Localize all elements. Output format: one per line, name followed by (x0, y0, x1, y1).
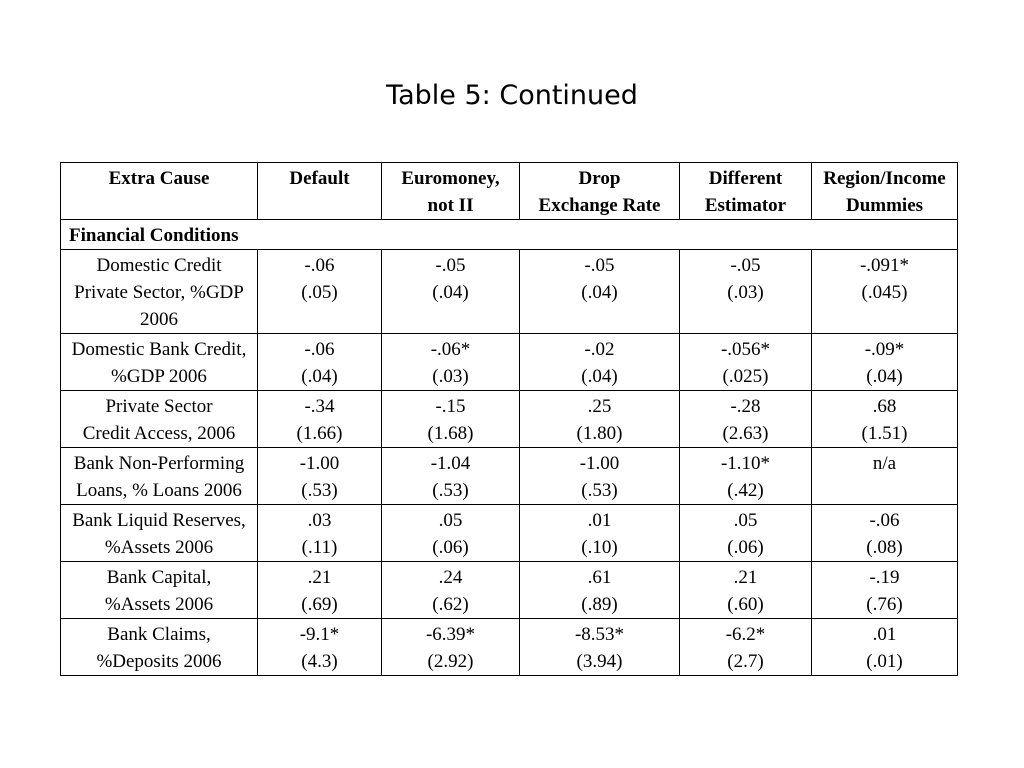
standard-error-value: (2.63) (722, 423, 769, 444)
column-header-line: Estimator (704, 195, 787, 216)
coefficient-value: -1.00 (579, 453, 620, 474)
standard-error-value: (.69) (301, 594, 338, 615)
section-row (61, 220, 958, 250)
coefficient-value: -.34 (304, 396, 335, 417)
row-label-line: Private Sector, %GDP (74, 282, 244, 303)
row-label-line: %Deposits 2006 (96, 651, 222, 672)
coefficient-value: .21 (307, 567, 332, 588)
table-cell (812, 562, 958, 619)
standard-error-value: (1.80) (576, 423, 623, 444)
table-cell (812, 505, 958, 562)
coefficient-value: .68 (872, 396, 897, 417)
row-label-line: %Assets 2006 (104, 537, 214, 558)
table-cell (520, 448, 680, 505)
table-row (61, 250, 958, 334)
standard-error-value: (.025) (722, 366, 769, 387)
table-cell (258, 505, 382, 562)
standard-error-value: (2.92) (427, 651, 474, 672)
table-cell (258, 562, 382, 619)
column-header-line: Drop (578, 168, 621, 189)
coefficient-value: .25 (587, 396, 612, 417)
standard-error-value: (.04) (581, 366, 618, 387)
coefficient-value: -1.04 (430, 453, 471, 474)
table-cell (520, 562, 680, 619)
coefficient-value: .61 (587, 567, 612, 588)
table-cell (258, 250, 382, 334)
column-header (61, 163, 258, 220)
table-cell (680, 391, 812, 448)
table-cell (680, 334, 812, 391)
coefficient-value: -.091* (859, 255, 910, 276)
results-table (60, 162, 958, 676)
coefficient-value: -.06 (869, 510, 900, 531)
standard-error-value: (.04) (866, 366, 903, 387)
standard-error-value: (1.51) (861, 423, 908, 444)
table-cell (520, 619, 680, 676)
coefficient-value: -8.53* (574, 624, 625, 645)
standard-error-value: (.03) (727, 282, 764, 303)
standard-error-value: (.53) (432, 480, 469, 501)
column-header-line: not II (427, 195, 474, 216)
coefficient-value: -.05 (730, 255, 761, 276)
table-cell (258, 619, 382, 676)
row-label-line: Loans, % Loans 2006 (76, 480, 242, 501)
row-label (61, 391, 258, 448)
table-cell (812, 619, 958, 676)
standard-error-value: (.89) (581, 594, 618, 615)
coefficient-value: -9.1* (299, 624, 340, 645)
standard-error-value: (4.3) (301, 651, 338, 672)
table-cell (812, 391, 958, 448)
standard-error-value: (.045) (861, 282, 908, 303)
table-row (61, 391, 958, 448)
coefficient-value: -.05 (435, 255, 466, 276)
column-header-line: Default (289, 168, 350, 189)
standard-error-value: (.53) (301, 480, 338, 501)
row-label-line: Bank Capital, (106, 567, 212, 588)
coefficient-value: -.15 (435, 396, 466, 417)
coefficient-value: -.09* (864, 339, 905, 360)
coefficient-value: .03 (307, 510, 332, 531)
column-header-line: Extra Cause (108, 168, 210, 189)
table-cell (382, 562, 520, 619)
header-row (61, 163, 958, 220)
table-cell (680, 619, 812, 676)
coefficient-value: -.02 (584, 339, 615, 360)
row-label (61, 619, 258, 676)
coefficient-value: -.28 (730, 396, 761, 417)
coefficient-value: -.056* (720, 339, 771, 360)
standard-error-value: (.62) (432, 594, 469, 615)
standard-error-value: (.06) (432, 537, 469, 558)
standard-error-value: (.11) (301, 537, 338, 558)
row-label-line: Domestic Credit (96, 255, 222, 276)
table-cell (520, 250, 680, 334)
table-body (61, 220, 958, 676)
coefficient-value: -.19 (869, 567, 900, 588)
row-label-line: Bank Claims, (107, 624, 211, 645)
standard-error-value: (1.68) (427, 423, 474, 444)
slide-title: Table 5: Continued (386, 80, 638, 111)
column-header-line: Different (708, 168, 783, 189)
column-header (812, 163, 958, 220)
standard-error-value: (.04) (301, 366, 338, 387)
table-cell (382, 250, 520, 334)
coefficient-value: -1.10* (720, 453, 771, 474)
standard-error-value: (.08) (866, 537, 903, 558)
coefficient-value: -.06 (304, 255, 335, 276)
row-label-line: Bank Liquid Reserves, (72, 510, 246, 531)
standard-error-value: (.06) (727, 537, 764, 558)
table-cell (382, 619, 520, 676)
coefficient-value: -.06 (304, 339, 335, 360)
row-label (61, 448, 258, 505)
standard-error-value: (1.66) (296, 423, 343, 444)
table-cell (812, 334, 958, 391)
standard-error-value: (.03) (432, 366, 469, 387)
column-header-line: Euromoney, (401, 168, 500, 189)
standard-error-value: (2.7) (727, 651, 764, 672)
coefficient-value: .24 (438, 567, 463, 588)
coefficient-value: -1.00 (299, 453, 340, 474)
table-row (61, 334, 958, 391)
coefficient-value: .21 (733, 567, 758, 588)
table-cell (680, 505, 812, 562)
standard-error-value: (.05) (301, 282, 338, 303)
table-cell (382, 391, 520, 448)
coefficient-value: n/a (872, 453, 897, 474)
standard-error-value: (.01) (866, 651, 903, 672)
standard-error-value: (.42) (727, 480, 764, 501)
coefficient-value: .05 (733, 510, 758, 531)
row-label-line: Credit Access, 2006 (82, 423, 236, 444)
standard-error-value: (.04) (581, 282, 618, 303)
table-cell (520, 505, 680, 562)
row-label-line: %GDP 2006 (111, 366, 207, 387)
table-row (61, 505, 958, 562)
coefficient-value: .01 (872, 624, 897, 645)
standard-error-value: (.60) (727, 594, 764, 615)
row-label-line: %Assets 2006 (104, 594, 214, 615)
table-cell (382, 334, 520, 391)
table-cell (520, 391, 680, 448)
row-label (61, 334, 258, 391)
coefficient-value: -.06* (430, 339, 471, 360)
table-cell (812, 448, 958, 505)
standard-error-value: (.04) (432, 282, 469, 303)
column-header (680, 163, 812, 220)
column-header (258, 163, 382, 220)
table-row (61, 562, 958, 619)
row-label-line: Domestic Bank Credit, (71, 339, 247, 360)
table-row (61, 448, 958, 505)
table-cell (680, 250, 812, 334)
coefficient-value: -6.2* (725, 624, 766, 645)
standard-error-value: (3.94) (576, 651, 623, 672)
standard-error-value: (.53) (581, 480, 618, 501)
row-label (61, 562, 258, 619)
table-cell (382, 505, 520, 562)
standard-error-value: (.10) (581, 537, 618, 558)
row-label (61, 250, 258, 334)
table-cell (258, 391, 382, 448)
coefficient-value: .05 (438, 510, 463, 531)
standard-error-value: (.76) (866, 594, 903, 615)
section-label: Financial Conditions (61, 220, 958, 250)
table-cell (812, 250, 958, 334)
column-header-line: Region/Income (823, 168, 946, 189)
coefficient-value: -6.39* (425, 624, 476, 645)
row-label-line: Bank Non-Performing (73, 453, 245, 474)
column-header (382, 163, 520, 220)
row-label-line: Private Sector (105, 396, 213, 417)
row-label (61, 505, 258, 562)
table-cell (258, 334, 382, 391)
column-header-line: Dummies (845, 195, 924, 216)
table-cell (382, 448, 520, 505)
coefficient-value: .01 (587, 510, 612, 531)
column-header (520, 163, 680, 220)
row-label-line: 2006 (140, 309, 178, 330)
column-header-line: Exchange Rate (538, 195, 661, 216)
table-cell (680, 562, 812, 619)
table-cell (258, 448, 382, 505)
table-cell (520, 334, 680, 391)
coefficient-value: -.05 (584, 255, 615, 276)
table-row (61, 619, 958, 676)
table-cell (680, 448, 812, 505)
